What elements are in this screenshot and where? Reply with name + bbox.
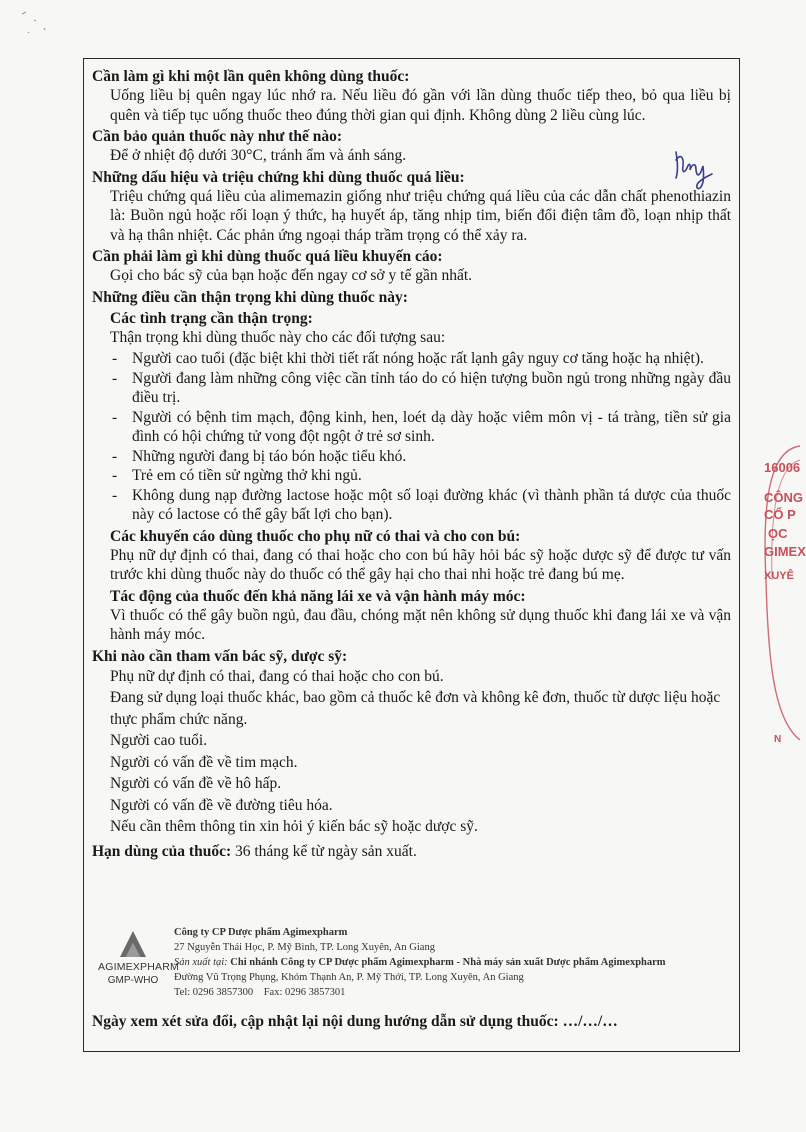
stamp-text: CỔ P xyxy=(764,507,796,522)
pregnancy-heading: Các khuyến cáo dùng thuốc cho phụ nữ có thai và cho con bú: xyxy=(110,527,521,545)
consult-item: Nếu cần thêm thông tin xin hỏi ý kiến bác sỹ hoặc dược sỹ. xyxy=(110,818,478,835)
condition-item: - Trẻ em có tiền sử ngừng thở khi ngủ. xyxy=(112,467,362,484)
missed-dose-heading: Cần làm gì khi một lần quên không dùng thuốc: xyxy=(92,68,410,85)
pregnancy-text: Phụ nữ dự định có thai, đang có thai hoặc cho con bú hãy hỏi bác sỹ hoặc dược sỹ để được tư vấn trước khi dùng thuốc này do thuốc có thể gây hại cho thai nhi hoặc trẻ đang bú mẹ. xyxy=(110,546,731,583)
company-address: 27 Nguyễn Thái Học, P. Mỹ Bình, TP. Long Xuyên, An Giang xyxy=(174,942,435,953)
company-address-block xyxy=(174,925,666,1000)
conditions-heading: Các tình trạng cần thận trọng: xyxy=(110,309,313,327)
consult-item: Người có vấn đề về đường tiêu hóa. xyxy=(110,796,333,814)
stamp-text: GIMEX xyxy=(764,544,806,559)
condition-item: - Không dung nạp đường lactose hoặc một số loại đường khác (vì thành phần tá dược của thuốc này có lactose có thể gây bất lợi cho bạn). xyxy=(112,486,731,523)
consult-item: Người cao tuổi. xyxy=(110,732,208,749)
driving-text: Vì thuốc có thể gây buồn ngủ, đau đầu, chóng mặt nên không sử dụng thuốc khi đang lái xe và vận hành máy móc. xyxy=(110,606,731,643)
conditions-intro: Thận trọng khi dùng thuốc này cho các đối tượng sau: xyxy=(110,328,446,346)
overdose-action-heading: Cần phải làm gì khi dùng thuốc quá liều khuyến cáo: xyxy=(92,248,443,265)
consult-heading: Khi nào cần tham vấn bác sỹ, dược sỹ: xyxy=(92,647,348,665)
stamp-text: N xyxy=(774,734,782,745)
condition-item: - Những người đang bị táo bón hoặc tiểu khó. xyxy=(112,447,407,465)
leaflet-frame xyxy=(83,58,740,1052)
agimexpharm-logo-icon xyxy=(118,929,148,959)
manufacturer-footer xyxy=(92,925,731,1005)
consult-item: Phụ nữ dự định có thai, đang có thai hoặc cho con bú. xyxy=(110,667,444,685)
company-name: Công ty CP Dược phẩm Agimexpharm xyxy=(174,927,348,938)
overdose-signs-text: Triệu chứng quá liều của alimemazin giống như triệu chứng quá liều của các dẫn chất phenothiazin là: Buồn ngủ hoặc rối loạn ý thức, hạ huyết áp, tăng nhịp tim, biến đổi điện tâm đồ, loạn nhịp thất và hạ thân nhiệt. Các phản ứng ngoại tháp trầm trọng có thể xảy ra. xyxy=(110,187,731,244)
storage-text: Để ở nhiệt độ dưới 30°C, tránh ẩm và ánh sáng. xyxy=(110,147,407,164)
consult-item: Người có vấn đề về tim mạch. xyxy=(110,753,298,771)
overdose-action-text: Gọi cho bác sỹ của bạn hoặc đến ngay cơ sở y tế gần nhất. xyxy=(110,267,473,284)
company-stamp-edge xyxy=(760,440,806,760)
stamp-text: ỌC xyxy=(768,526,788,541)
precautions-heading: Những điều cần thận trọng khi dùng thuốc này: xyxy=(92,288,408,306)
shelf-life xyxy=(92,842,731,861)
condition-item: - Người có bệnh tim mạch, động kinh, hen, loét dạ dày hoặc viêm môn vị - tá tràng, tiền sử gia đình có hội chứng tử vong đột ngột ở trẻ sơ sinh. xyxy=(112,408,731,445)
company-logo xyxy=(98,929,179,986)
stamp-text: CÔNG xyxy=(764,490,803,505)
stamp-text: 16006 xyxy=(764,460,801,475)
logo-name: AGIMEXPHARM xyxy=(98,961,179,973)
shelf-life-value: 36 tháng kể từ ngày sản xuất. xyxy=(234,842,417,860)
overdose-signs-heading: Những dấu hiệu và triệu chứng khi dùng thuốc quá liều: xyxy=(92,168,465,186)
consult-item: Người có vấn đề về hô hấp. xyxy=(110,775,282,792)
consult-item: Đang sử dụng loại thuốc khác, bao gồm cả thuốc kê đơn và không kê đơn, thuốc từ dược liệu hoặc thực phẩm chức năng. xyxy=(110,689,721,728)
condition-item: - Người cao tuổi (đặc biệt khi thời tiết rất nóng hoặc rất lạnh gây nguy cơ tăng hoặc hạ nhiệt). xyxy=(112,350,704,367)
driving-heading: Tác động của thuốc đến khả năng lái xe và vận hành máy móc: xyxy=(110,587,526,605)
storage-heading: Cần bảo quản thuốc này như thế nào: xyxy=(92,128,343,145)
contact-line: Tel: 0296 3857300 Fax: 0296 3857301 xyxy=(174,987,346,998)
manufacturing-address: Đường Vũ Trọng Phụng, Khóm Thạnh An, P. Mỹ Thới, TP. Long Xuyên, An Giang xyxy=(174,972,524,983)
scan-marks xyxy=(20,10,60,45)
shelf-life-label: Hạn dùng của thuốc: xyxy=(92,842,232,860)
manufacturing-site: Sản xuất tại: Chi nhánh Công ty CP Dược phẩm Agimexpharm - Nhà máy sản xuất Dược phẩm Agimexpharm xyxy=(174,957,666,968)
missed-dose-text: Uống liều bị quên ngay lúc nhớ ra. Nếu liều đó gần với lần dùng thuốc tiếp theo, bỏ qua liều bị quên và tiếp tục uống thuốc theo đúng thời gian qui định. Không dùng 2 liều cùng lúc. xyxy=(110,87,731,124)
stamp-text: XUYÊ xyxy=(764,570,794,582)
condition-item: - Người đang làm những công việc cần tỉnh táo do có hiện tượng buồn ngủ trong những ngày đầu điều trị. xyxy=(112,369,731,406)
logo-sub: GMP-WHO xyxy=(107,975,159,986)
revision-date: Ngày xem xét sửa đổi, cập nhật lại nội dung hướng dẫn sử dụng thuốc: …/…/… xyxy=(92,1013,618,1030)
